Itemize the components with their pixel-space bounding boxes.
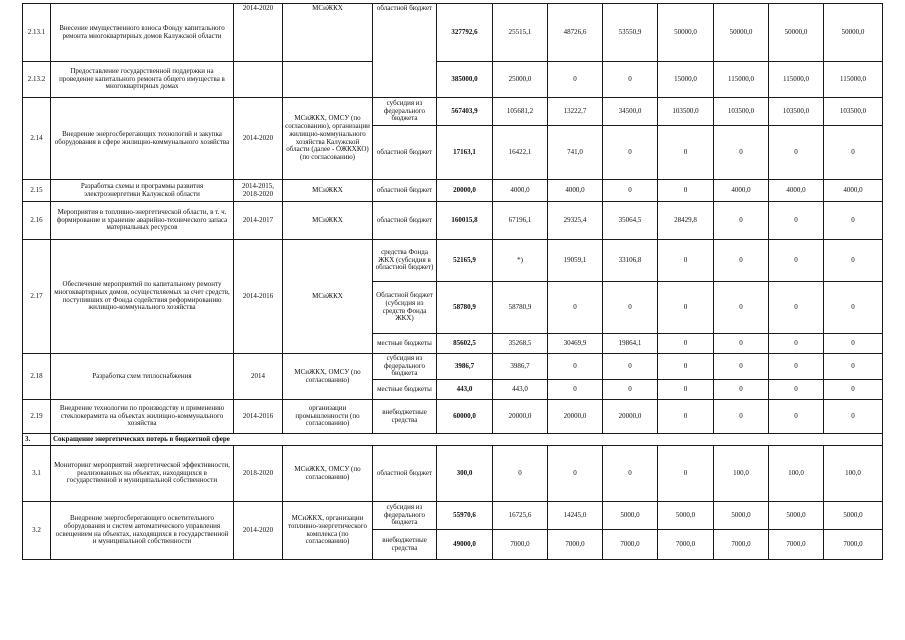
year-value: *) <box>493 240 548 282</box>
total-value: 3986,7 <box>437 354 493 380</box>
table-row <box>23 202 883 240</box>
year-value: 115000,0 <box>824 62 883 98</box>
year-value: 0 <box>824 400 883 434</box>
year-value: 443,0 <box>493 380 548 400</box>
year-value: 0 <box>658 380 714 400</box>
funding-source: субсидия из федерального бюджета <box>373 98 437 126</box>
funding-source: внебюджетные средства <box>373 400 437 434</box>
year-value: 115000,0 <box>714 62 769 98</box>
year-value: 15000,0 <box>658 62 714 98</box>
table-row <box>23 180 883 202</box>
year-value: 0 <box>714 380 769 400</box>
year-value: 7000,0 <box>824 530 883 560</box>
total-value: 300,0 <box>437 446 493 502</box>
item-executor: МСиЖКХ, ОМСУ (по согласованию) <box>283 354 373 400</box>
year-value: 0 <box>824 354 883 380</box>
year-value: 0 <box>603 282 658 334</box>
table-row <box>23 400 883 434</box>
funding-source: областной бюджет <box>373 4 437 98</box>
table-row <box>23 446 883 502</box>
year-value: 4000,0 <box>769 180 824 202</box>
year-value: 50000,0 <box>714 4 769 62</box>
item-name: Мероприятия в топливно-энергетической области, в т. ч. формирование и хранение аварийно-технического запаса материальных ресурсов <box>51 202 234 240</box>
item-number: 2.13.1 <box>23 4 51 62</box>
year-value: 34500,0 <box>603 98 658 126</box>
item-number: 2.13.2 <box>23 62 51 98</box>
total-value: 55970,6 <box>437 502 493 530</box>
item-name: Внедрение технологии по производству и применению стеклокерамита на объектах жилищно-коммунального хозяйства <box>51 400 234 434</box>
item-years: 2014 <box>234 354 283 400</box>
year-value: 0 <box>769 282 824 334</box>
year-value: 35064,5 <box>603 202 658 240</box>
year-value: 0 <box>603 180 658 202</box>
year-value: 103500,0 <box>658 98 714 126</box>
year-value: 14245,0 <box>548 502 603 530</box>
year-value: 50000,0 <box>658 4 714 62</box>
year-value: 53550,9 <box>603 4 658 62</box>
funding-source: субсидия из федерального бюджета <box>373 502 437 530</box>
year-value: 0 <box>658 354 714 380</box>
total-value: 20000,0 <box>437 180 493 202</box>
funding-source: местные бюджеты <box>373 334 437 354</box>
item-name: Обеспечение мероприятий по капитальному ремонту многоквартирных домов, осуществляемых за счет средств, поступивших от Фонда содействия реформированию жилищно-коммунального хозяйства <box>51 240 234 354</box>
total-value: 17163,1 <box>437 126 493 180</box>
year-value: 100,0 <box>714 446 769 502</box>
total-value: 443,0 <box>437 380 493 400</box>
year-value: 48726,6 <box>548 4 603 62</box>
total-value: 567403,9 <box>437 98 493 126</box>
year-value: 100,0 <box>769 446 824 502</box>
year-value: 16725,6 <box>493 502 548 530</box>
item-years: 2014-2020 <box>234 98 283 180</box>
total-value: 52165,9 <box>437 240 493 282</box>
funding-source: областной бюджет <box>373 180 437 202</box>
year-value: 13222,7 <box>548 98 603 126</box>
year-value: 0 <box>824 202 883 240</box>
year-value: 20000,0 <box>548 400 603 434</box>
year-value: 4000,0 <box>714 180 769 202</box>
item-years: 2014-2017 <box>234 202 283 240</box>
total-value: 58780,9 <box>437 282 493 334</box>
year-value: 0 <box>658 334 714 354</box>
item-number: 2.17 <box>23 240 51 354</box>
year-value: 5000,0 <box>824 502 883 530</box>
year-value: 7000,0 <box>548 530 603 560</box>
year-value: 33106,8 <box>603 240 658 282</box>
year-value: 0 <box>603 354 658 380</box>
year-value: 0 <box>714 400 769 434</box>
funding-source: субсидия из федерального бюджета <box>373 354 437 380</box>
item-executor: МСиЖКХ, организации топливно-энергетического комплекса (по согласованию) <box>283 502 373 560</box>
year-value: 7000,0 <box>603 530 658 560</box>
item-name: Разработка схемы и программы развития электроэнергетики Калужской области <box>51 180 234 202</box>
item-executor: МСиЖКХ, ОМСУ (по согласованию) <box>283 446 373 502</box>
item-years: 2018-2020 <box>234 446 283 502</box>
funding-source: областной бюджет <box>373 126 437 180</box>
item-executor: организации промышленности (по согласованию) <box>283 400 373 434</box>
year-value: 0 <box>658 446 714 502</box>
year-value: 0 <box>714 354 769 380</box>
year-value: 0 <box>769 202 824 240</box>
item-number: 2.14 <box>23 98 51 180</box>
year-value: 0 <box>548 380 603 400</box>
year-value: 0 <box>769 380 824 400</box>
year-value: 100,0 <box>824 446 883 502</box>
item-name: Внедрение энергосберегающих технологий и закупка оборудования в сфере жилищно-коммунального хозяйства <box>51 98 234 180</box>
table-row <box>23 62 883 98</box>
year-value: 0 <box>548 62 603 98</box>
program-measures-table <box>22 3 883 560</box>
year-value: 0 <box>603 446 658 502</box>
item-number: 2.19 <box>23 400 51 434</box>
year-value: 0 <box>824 282 883 334</box>
year-value: 58780,9 <box>493 282 548 334</box>
year-value: 50000,0 <box>769 4 824 62</box>
year-value: 0 <box>714 202 769 240</box>
funding-source: средства Фонда ЖКХ (субсидия в областной бюджет) <box>373 240 437 282</box>
year-value: 0 <box>769 126 824 180</box>
funding-source: областной бюджет <box>373 446 437 502</box>
year-value: 0 <box>658 400 714 434</box>
table-row <box>23 354 883 380</box>
item-name: Мониторинг мероприятий энергетической эффективности, реализованных на объектах, находящихся в государственной и муниципальной собственности <box>51 446 234 502</box>
year-value: 0 <box>769 400 824 434</box>
year-value: 25515,1 <box>493 4 548 62</box>
item-years: 2014-2015, 2018-2020 <box>234 180 283 202</box>
item-name: Внесение имущественного взноса Фонду капитального ремонта многоквартирных домов Калужской области <box>51 4 234 62</box>
total-value: 327792,6 <box>437 4 493 62</box>
section-number: 3. <box>23 434 51 446</box>
table-row <box>23 4 883 62</box>
total-value: 160015,8 <box>437 202 493 240</box>
item-name: Разработка схем теплоснабжения <box>51 354 234 400</box>
year-value: 29325,4 <box>548 202 603 240</box>
year-value: 0 <box>714 126 769 180</box>
year-value: 7000,0 <box>769 530 824 560</box>
year-value: 0 <box>824 240 883 282</box>
year-value: 103500,0 <box>824 98 883 126</box>
year-value: 103500,0 <box>714 98 769 126</box>
item-number: 3.1 <box>23 446 51 502</box>
year-value: 0 <box>714 240 769 282</box>
year-value: 25000,0 <box>493 62 548 98</box>
year-value: 0 <box>548 354 603 380</box>
year-value: 4000,0 <box>493 180 548 202</box>
total-value: 60000,0 <box>437 400 493 434</box>
year-value: 50000,0 <box>824 4 883 62</box>
year-value: 3986,7 <box>493 354 548 380</box>
item-executor: МСиЖКХ <box>283 202 373 240</box>
section-title: Сокращение энергетических потерь в бюджетной сфере <box>51 434 883 446</box>
item-executor: МСиЖКХ <box>283 180 373 202</box>
section-header-row <box>23 434 883 446</box>
table-row <box>23 98 883 126</box>
year-value: 0 <box>493 446 548 502</box>
item-executor: МСиЖКХ <box>283 240 373 354</box>
funding-source: местные бюджеты <box>373 380 437 400</box>
total-value: 385000,0 <box>437 62 493 98</box>
item-years: 2014-2016 <box>234 240 283 354</box>
table-row <box>23 240 883 282</box>
year-value: 0 <box>824 334 883 354</box>
year-value: 103500,0 <box>769 98 824 126</box>
year-value: 5000,0 <box>769 502 824 530</box>
year-value: 0 <box>548 446 603 502</box>
item-executor: МСиЖКХ <box>283 4 373 62</box>
year-value: 20000,0 <box>603 400 658 434</box>
year-value: 105681,2 <box>493 98 548 126</box>
year-value: 7000,0 <box>658 530 714 560</box>
item-name: Внедрение энергосберегающего осветительного оборудования и систем автоматического управления освещением на объектах, находящихся в государственной и муниципальной собственности <box>51 502 234 560</box>
item-name: Предоставление государственной поддержки на проведение капитального ремонта общего имущества в многоквартирных домах <box>51 62 234 98</box>
year-value: 0 <box>769 354 824 380</box>
empty-cell <box>283 62 373 98</box>
year-value: 7000,0 <box>714 530 769 560</box>
year-value: 0 <box>824 126 883 180</box>
empty-cell <box>234 62 283 98</box>
year-value: 19864,1 <box>603 334 658 354</box>
year-value: 4000,0 <box>824 180 883 202</box>
year-value: 5000,0 <box>658 502 714 530</box>
year-value: 67196,1 <box>493 202 548 240</box>
funding-source: Областной бюджет (субсидия из средств Фонда ЖКХ) <box>373 282 437 334</box>
year-value: 0 <box>603 62 658 98</box>
total-value: 49000,0 <box>437 530 493 560</box>
item-number: 2.18 <box>23 354 51 400</box>
year-value: 7000,0 <box>493 530 548 560</box>
item-years: 2014-2020 <box>234 4 283 62</box>
item-number: 2.16 <box>23 202 51 240</box>
year-value: 0 <box>603 380 658 400</box>
year-value: 0 <box>769 240 824 282</box>
year-value: 0 <box>824 380 883 400</box>
item-number: 3.2 <box>23 502 51 560</box>
year-value: 0 <box>714 282 769 334</box>
table-row <box>23 502 883 530</box>
year-value: 5000,0 <box>714 502 769 530</box>
year-value: 30469,9 <box>548 334 603 354</box>
total-value: 85602,5 <box>437 334 493 354</box>
year-value: 0 <box>658 240 714 282</box>
year-value: 19059,1 <box>548 240 603 282</box>
item-years: 2014-2016 <box>234 400 283 434</box>
year-value: 5000,0 <box>603 502 658 530</box>
year-value: 0 <box>658 282 714 334</box>
year-value: 0 <box>548 282 603 334</box>
year-value: 20000,0 <box>493 400 548 434</box>
funding-source: областной бюджет <box>373 202 437 240</box>
year-value: 115000,0 <box>769 62 824 98</box>
item-years: 2014-2020 <box>234 502 283 560</box>
year-value: 0 <box>658 126 714 180</box>
year-value: 0 <box>603 126 658 180</box>
year-value: 0 <box>658 180 714 202</box>
item-number: 2.15 <box>23 180 51 202</box>
year-value: 16422,1 <box>493 126 548 180</box>
year-value: 741,0 <box>548 126 603 180</box>
year-value: 28429,8 <box>658 202 714 240</box>
year-value: 35268,5 <box>493 334 548 354</box>
year-value: 0 <box>769 334 824 354</box>
year-value: 4000,0 <box>548 180 603 202</box>
funding-source: внебюджетные средства <box>373 530 437 560</box>
year-value: 0 <box>714 334 769 354</box>
item-executor: МСиЖКХ, ОМСУ (по согласованию), организации жилищно-коммунального хозяйства Калужской области (далее - ОЖКХКО) (по согласованию) <box>283 98 373 180</box>
